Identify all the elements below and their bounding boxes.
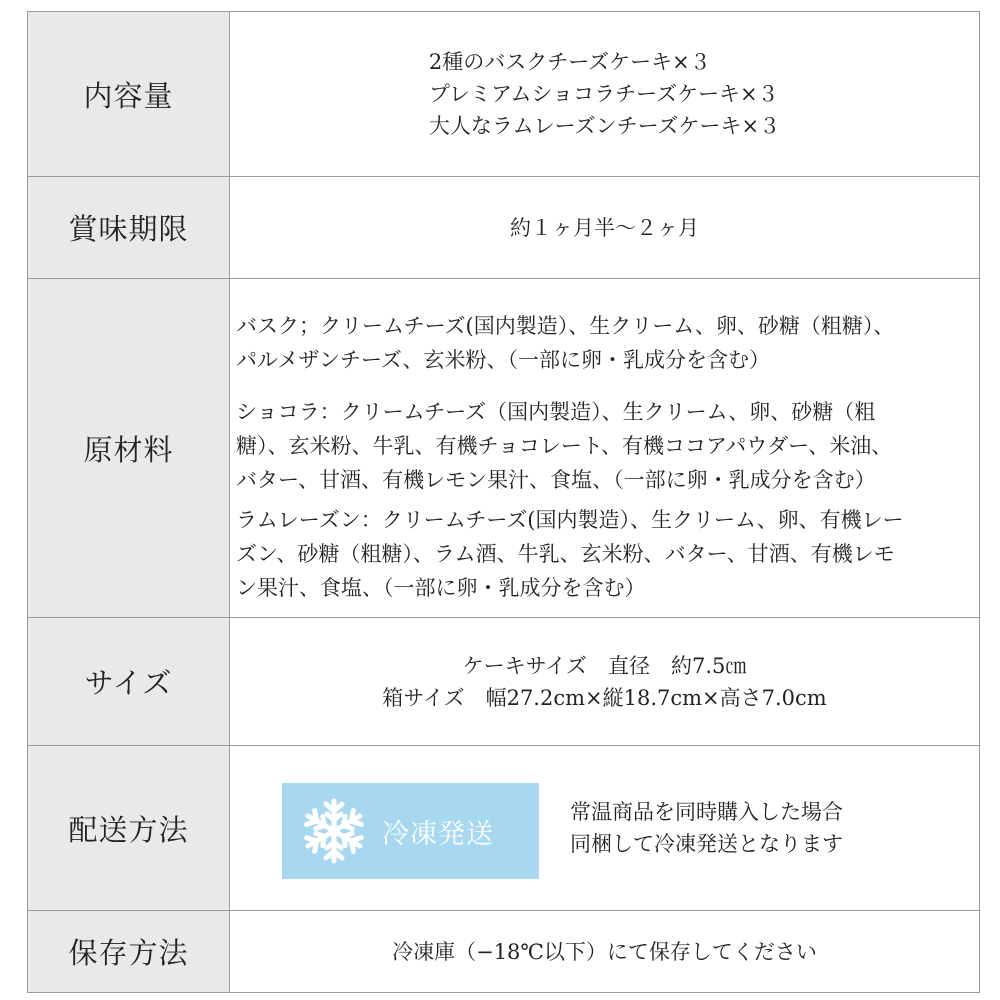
product-info-table	[27, 11, 980, 993]
ingredients-chocolat	[236, 395, 979, 497]
ingredients-line: バスク；クリームチーズ(国内製造）、生クリーム、卵、砂糖（粗糖）、	[236, 314, 895, 338]
row-shipping	[28, 746, 979, 911]
contents-cell	[230, 12, 979, 176]
contents-item: 2種のバスクチーズケーキ×３	[428, 50, 711, 74]
expiry-text: 約１ヶ月半～２ヶ月	[510, 215, 699, 240]
row-label-storage: 保存方法	[28, 911, 230, 992]
row-label-size: サイズ	[28, 618, 230, 745]
contents-item: 大人なラムレーズンチーズケーキ×３	[428, 114, 781, 138]
shipping-note-line: 同梱して冷凍発送となります	[570, 832, 843, 856]
shipping-note-line: 常温商品を同時購入した場合	[570, 800, 843, 824]
cake-size-text: ケーキサイズ 直径 約7.5㎝	[462, 653, 747, 678]
shipping-cell	[230, 746, 979, 910]
ingredients-line: ズン、砂糖（粗糖）、ラム酒、牛乳、玄米粉、バター、甘酒、有機レモ	[236, 542, 895, 566]
shipping-note	[570, 796, 843, 860]
ingredients-line: ラムレーズン：クリームチーズ(国内製造）、生クリーム、卵、有機レー	[236, 508, 904, 532]
row-contents	[28, 12, 979, 177]
row-expiry	[28, 177, 979, 279]
row-label-ingredients: 原材料	[28, 279, 230, 617]
row-ingredients	[28, 279, 979, 618]
row-label-expiry: 賞味期限	[28, 177, 230, 278]
storage-text: 冷凍庫（−18℃以下）にて保存してください	[392, 939, 817, 964]
ingredients-basque	[236, 309, 979, 377]
ingredients-cell	[230, 279, 979, 617]
ingredients-line: パルメザンチーズ、玄米粉、（一部に卵・乳成分を含む）	[236, 348, 771, 372]
row-label-shipping: 配送方法	[28, 746, 230, 910]
ingredients-line: ショコラ：クリームチーズ（国内製造）、生クリーム、卵、砂糖（粗	[236, 400, 876, 424]
ingredients-line: ン果汁、食塩、（一部に卵・乳成分を含む）	[236, 576, 646, 600]
box-size-text: 箱サイズ 幅27.2cm×縦18.7cm×高さ7.0cm	[382, 685, 827, 710]
contents-list	[429, 46, 780, 142]
size-cell	[230, 618, 979, 745]
ingredients-rum-raisin	[236, 503, 979, 605]
snowflake-icon	[300, 797, 368, 865]
row-storage	[28, 911, 979, 992]
row-label-contents: 内容量	[28, 12, 230, 176]
ingredients-line: 糖）、玄米粉、牛乳、有機チョコレート、有機ココアパウダー、米油、	[236, 434, 893, 458]
storage-cell	[230, 911, 979, 992]
frozen-shipping-label: 冷凍発送	[382, 818, 494, 850]
frozen-shipping-badge	[282, 783, 539, 879]
contents-item: プレミアムショコラチーズケーキ×３	[428, 82, 779, 106]
row-size	[28, 618, 979, 746]
expiry-cell	[230, 177, 979, 278]
ingredients-line: バター、甘酒、有機レモン果汁、食塩、（一部に卵・乳成分を含む）	[236, 468, 876, 492]
